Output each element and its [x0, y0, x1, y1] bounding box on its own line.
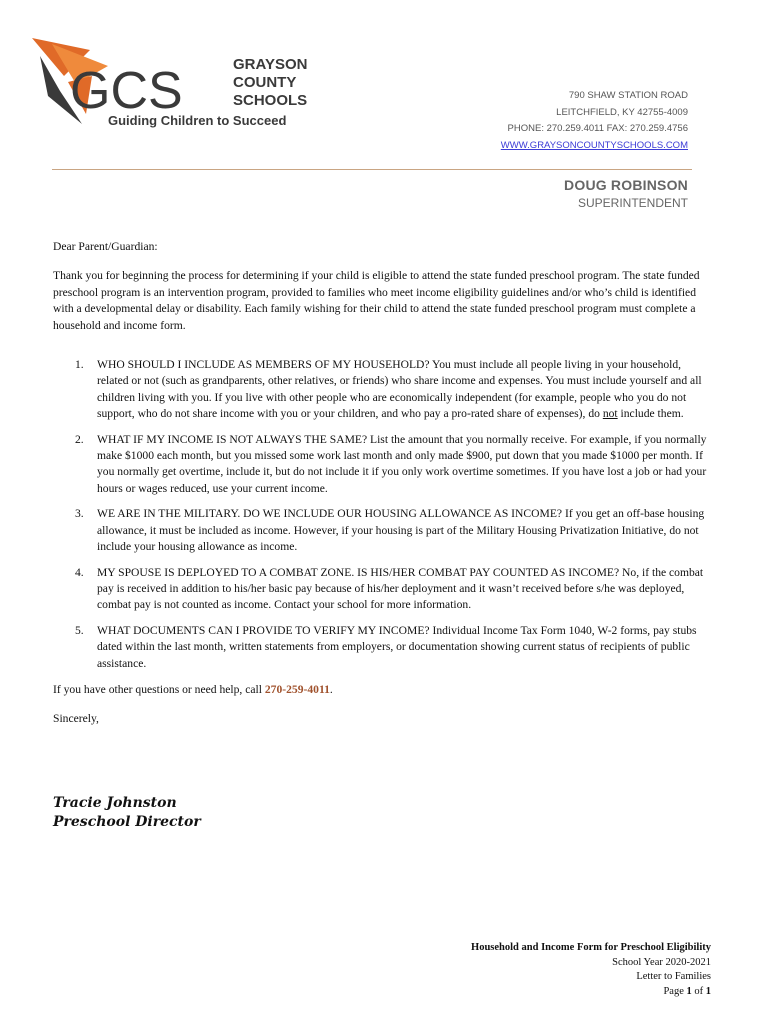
faq-answer-end: include them.: [617, 407, 684, 421]
superintendent-block: [564, 177, 688, 210]
faq-answer: Individual Income Tax Form 1040, W-2 forms, pay stubs dated within the last month, written statements from employers, or documentation showing current status of recipients of public assistance.: [97, 623, 697, 670]
logo-initials: GCS: [70, 62, 183, 120]
faq-question: WE ARE IN THE MILITARY. DO WE INCLUDE OUR HOUSING ALLOWANCE AS INCOME?: [97, 507, 563, 521]
faq-answer: You must include all people living in your household, related or not (such as grandparents, other relatives, or friends) who share income and expenses. You must include yourself and all children living with you. If you live with other people who are economically independent (for example, people who you do not support, who do not share income with you or your children, and who pay a pro-rated share of expenses), do: [97, 358, 702, 421]
faq-item: [53, 565, 713, 614]
district-address-block: [501, 88, 688, 154]
faq-number: 4.: [75, 565, 84, 579]
district-logo: [30, 36, 340, 136]
page-footer: [471, 941, 711, 999]
website-link[interactable]: WWW.GRAYSONCOUNTYSCHOOLS.COM: [500, 139, 688, 151]
logo-word-county: COUNTY: [233, 74, 297, 91]
page-prefix: Page: [663, 985, 687, 997]
faq-item: [53, 432, 713, 498]
help-phone: 270-259-4011: [264, 682, 330, 696]
signer-name: Tracie Johnston: [53, 795, 177, 811]
logo-tagline: Guiding Children to Succeed: [108, 113, 287, 128]
faq-item: [53, 357, 713, 423]
faq-number: 2.: [75, 432, 84, 446]
help-end: .: [329, 682, 333, 696]
address-line-2: LEITCHFIELD, KY 42755-4009: [556, 106, 688, 118]
faq-question: MY SPOUSE IS DEPLOYED TO A COMBAT ZONE. IS HIS/HER COMBAT PAY COUNTED AS INCOME?: [97, 565, 620, 579]
signature-block: [53, 794, 201, 832]
faq-item: [53, 506, 713, 555]
faq-answer: If you get an off-base housing allowance, it must be included as income. However, if your housing is part of the Military Housing Privatization Initiative, do not include your housing allowance as income.: [97, 507, 705, 554]
page-of: of: [691, 985, 706, 997]
gcs-logo-graphic: [30, 36, 340, 136]
greeting: Dear Parent/Guardian:: [53, 240, 158, 253]
footer-title: Household and Income Form for Preschool Eligibility: [471, 942, 711, 953]
page-number: [471, 985, 711, 1000]
faq-answer: List the amount that you normally receive. For example, if you normally make $1000 each month, but you missed some work last month and only made $900, put down that you made $1000 per month. If you normally get overtime, include it, but do not include it if you only work overtime sometimes. If you have lost a job or had your hours or wages reduced, use your current income.: [97, 432, 707, 495]
intro-paragraph: Thank you for beginning the process for determining if your child is eligible to attend the state funded preschool program. The state funded preschool program is an intervention program, provided to families who meet income eligibility guidelines and/or who’s child is identified with a developmental delay or disability. Each family wishing for their child to attend the state funded preschool program must complete a household and income form.: [53, 269, 700, 332]
footer-doc-label: Letter to Families: [636, 971, 711, 983]
faq-question: WHAT IF MY INCOME IS NOT ALWAYS THE SAME?: [97, 432, 368, 446]
faq-number: 1.: [75, 358, 84, 372]
faq-answer-emphasis: not: [602, 407, 618, 421]
signer-title: Preschool Director: [53, 814, 201, 830]
help-line: [53, 682, 713, 698]
faq-item: [53, 623, 713, 672]
help-text: If you have other questions or need help, call: [53, 682, 265, 696]
faq-list: [53, 357, 713, 672]
phone-fax: PHONE: 270.259.4011 FAX: 270.259.4756: [507, 123, 688, 135]
faq-question: WHO SHOULD I INCLUDE AS MEMBERS OF MY HOUSEHOLD?: [97, 358, 430, 372]
footer-school-year: School Year 2020-2021: [612, 956, 711, 968]
letter-body: [53, 239, 713, 728]
faq-number: 5.: [75, 623, 84, 637]
superintendent-name: DOUG ROBINSON: [564, 177, 688, 193]
faq-number: 3.: [75, 507, 84, 521]
address-line-1: 790 SHAW STATION ROAD: [568, 90, 688, 101]
page-total: 1: [705, 985, 711, 997]
logo-word-schools: SCHOOLS: [233, 92, 308, 109]
page-current: 1: [686, 985, 692, 997]
closing: Sincerely,: [53, 712, 99, 726]
faq-answer: No, if the combat pay is received in addition to his/her basic pay because of his/her deployment and it wasn’t received before s/he was deployed, combat pay is not counted as income. Contact your school for more information.: [97, 565, 704, 612]
faq-question: WHAT DOCUMENTS CAN I PROVIDE TO VERIFY MY INCOME?: [97, 623, 430, 637]
logo-word-grayson: GRAYSON: [233, 56, 308, 73]
superintendent-title: SUPERINTENDENT: [577, 196, 688, 210]
letterhead-divider: [52, 169, 692, 170]
